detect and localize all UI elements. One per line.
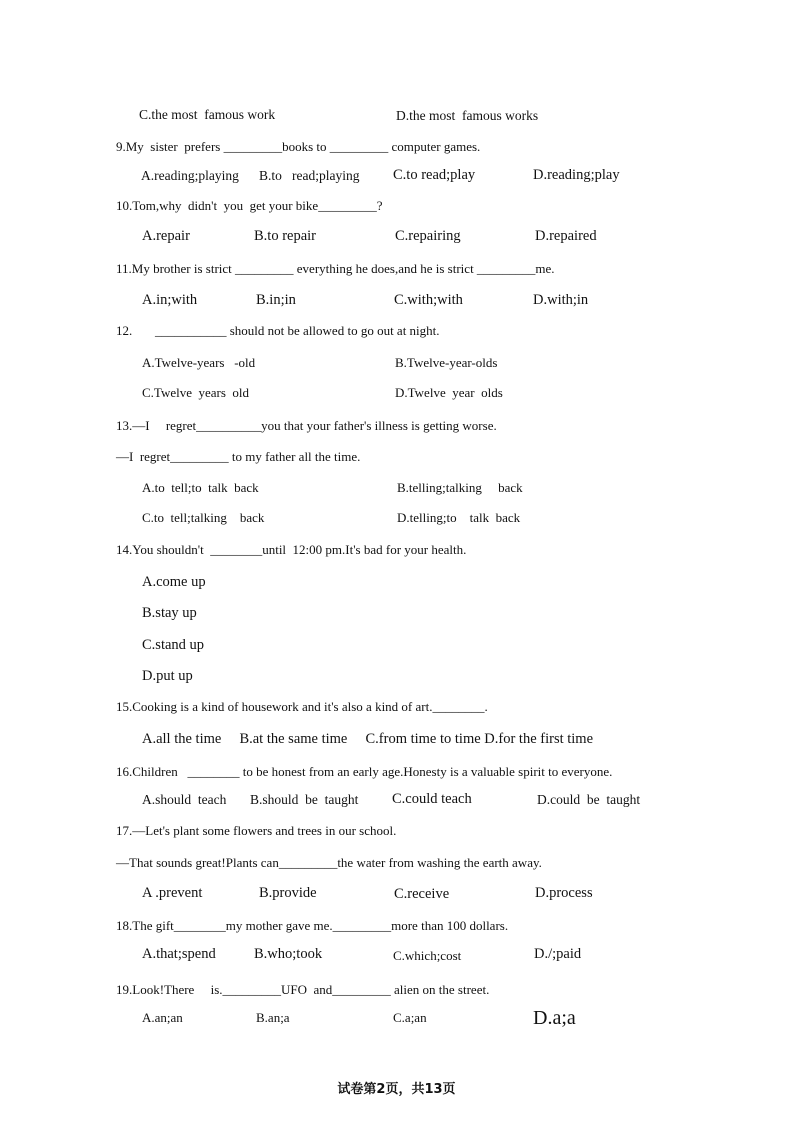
- q13-option-d: D.telling;to talk back: [397, 510, 521, 525]
- q17-option-c: C.receive: [394, 886, 450, 902]
- q11-stem: 11.My brother is strict _________ everything he does,and he is strict _________me.: [116, 261, 555, 276]
- q9-option-d: D.reading;play: [533, 167, 620, 183]
- q14-stem: 14.You shouldn't ________until 12:00 pm.It's bad for your health.: [116, 542, 467, 557]
- q19-option-a: A.an;an: [142, 1010, 183, 1025]
- q12-option-a: A.Twelve-years -old: [142, 355, 256, 370]
- q14-option-b: B.stay up: [142, 605, 197, 621]
- q10-option-b: B.to repair: [254, 228, 317, 244]
- q12-stem: 12. ___________ should not be allowed to go out at night.: [116, 323, 440, 338]
- q8-option-d: D.the most famous works: [396, 108, 539, 123]
- q13-stem-2: —I regret_________ to my father all the time.: [116, 449, 361, 464]
- q15-options: A.all the time B.at the same time C.from time to time D.for the first time: [142, 731, 594, 747]
- q17-option-d: D.process: [535, 885, 593, 901]
- page-footer: 试卷第2页，共13页: [337, 1082, 456, 1097]
- q16-stem: 16.Children ________ to be honest from an early age.Honesty is a valuable spirit to everyone.: [116, 764, 613, 779]
- q13-stem-1: 13.—I regret__________you that your father's illness is getting worse.: [116, 418, 497, 433]
- q12-option-b: B.Twelve-year-olds: [395, 355, 498, 370]
- q14-option-a: A.come up: [142, 574, 206, 590]
- q10-option-c: C.repairing: [395, 228, 461, 244]
- q16-option-b: B.should be taught: [250, 792, 359, 807]
- q10-option-a: A.repair: [142, 228, 190, 244]
- q17-stem-1: 17.—Let's plant some flowers and trees in our school.: [116, 823, 397, 838]
- q19-stem: 19.Look!There is._________UFO and_________ alien on the street.: [116, 982, 490, 997]
- q16-option-d: D.could be taught: [537, 792, 641, 807]
- q16-option-a: A.should teach: [142, 792, 227, 807]
- q11-option-c: C.with;with: [394, 292, 463, 308]
- q10-option-d: D.repaired: [535, 228, 597, 244]
- q19-option-c: C.a;an: [393, 1010, 427, 1025]
- q9-option-b: B.to read;playing: [259, 168, 360, 183]
- q12-option-c: C.Twelve years old: [142, 385, 250, 400]
- q18-option-c: C.which;cost: [393, 948, 462, 963]
- q9-option-c: C.to read;play: [393, 167, 476, 183]
- q12-option-d: D.Twelve year olds: [395, 385, 503, 400]
- q13-option-c: C.to tell;talking back: [142, 510, 265, 525]
- q8-option-c: C.the most famous work: [139, 107, 276, 122]
- q16-option-c: C.could teach: [392, 791, 472, 807]
- q18-option-b: B.who;took: [254, 946, 323, 962]
- q14-option-d: D.put up: [142, 668, 193, 684]
- q9-option-a: A.reading;playing: [141, 168, 239, 183]
- q11-option-a: A.in;with: [142, 292, 198, 308]
- q17-option-b: B.provide: [259, 885, 317, 901]
- q17-option-a: A .prevent: [142, 885, 203, 901]
- q10-stem: 10.Tom,why didn't you get your bike_________?: [116, 198, 383, 213]
- q19-option-d: D.a;a: [533, 1007, 576, 1029]
- q19-option-b: B.an;a: [256, 1010, 290, 1025]
- q9-stem: 9.My sister prefers _________books to _________ computer games.: [116, 139, 481, 154]
- q18-stem: 18.The gift________my mother gave me._________more than 100 dollars.: [116, 918, 509, 933]
- q15-stem: 15.Cooking is a kind of housework and it's also a kind of art.________.: [116, 699, 488, 714]
- q13-option-b: B.telling;talking back: [397, 480, 523, 495]
- q18-option-a: A.that;spend: [142, 946, 216, 962]
- q11-option-d: D.with;in: [533, 292, 589, 308]
- q17-stem-2: —That sounds great!Plants can_________the water from washing the earth away.: [116, 855, 542, 870]
- q18-option-d: D./;paid: [534, 946, 582, 962]
- q13-option-a: A.to tell;to talk back: [142, 480, 259, 495]
- q14-option-c: C.stand up: [142, 637, 205, 653]
- q11-option-b: B.in;in: [256, 292, 296, 308]
